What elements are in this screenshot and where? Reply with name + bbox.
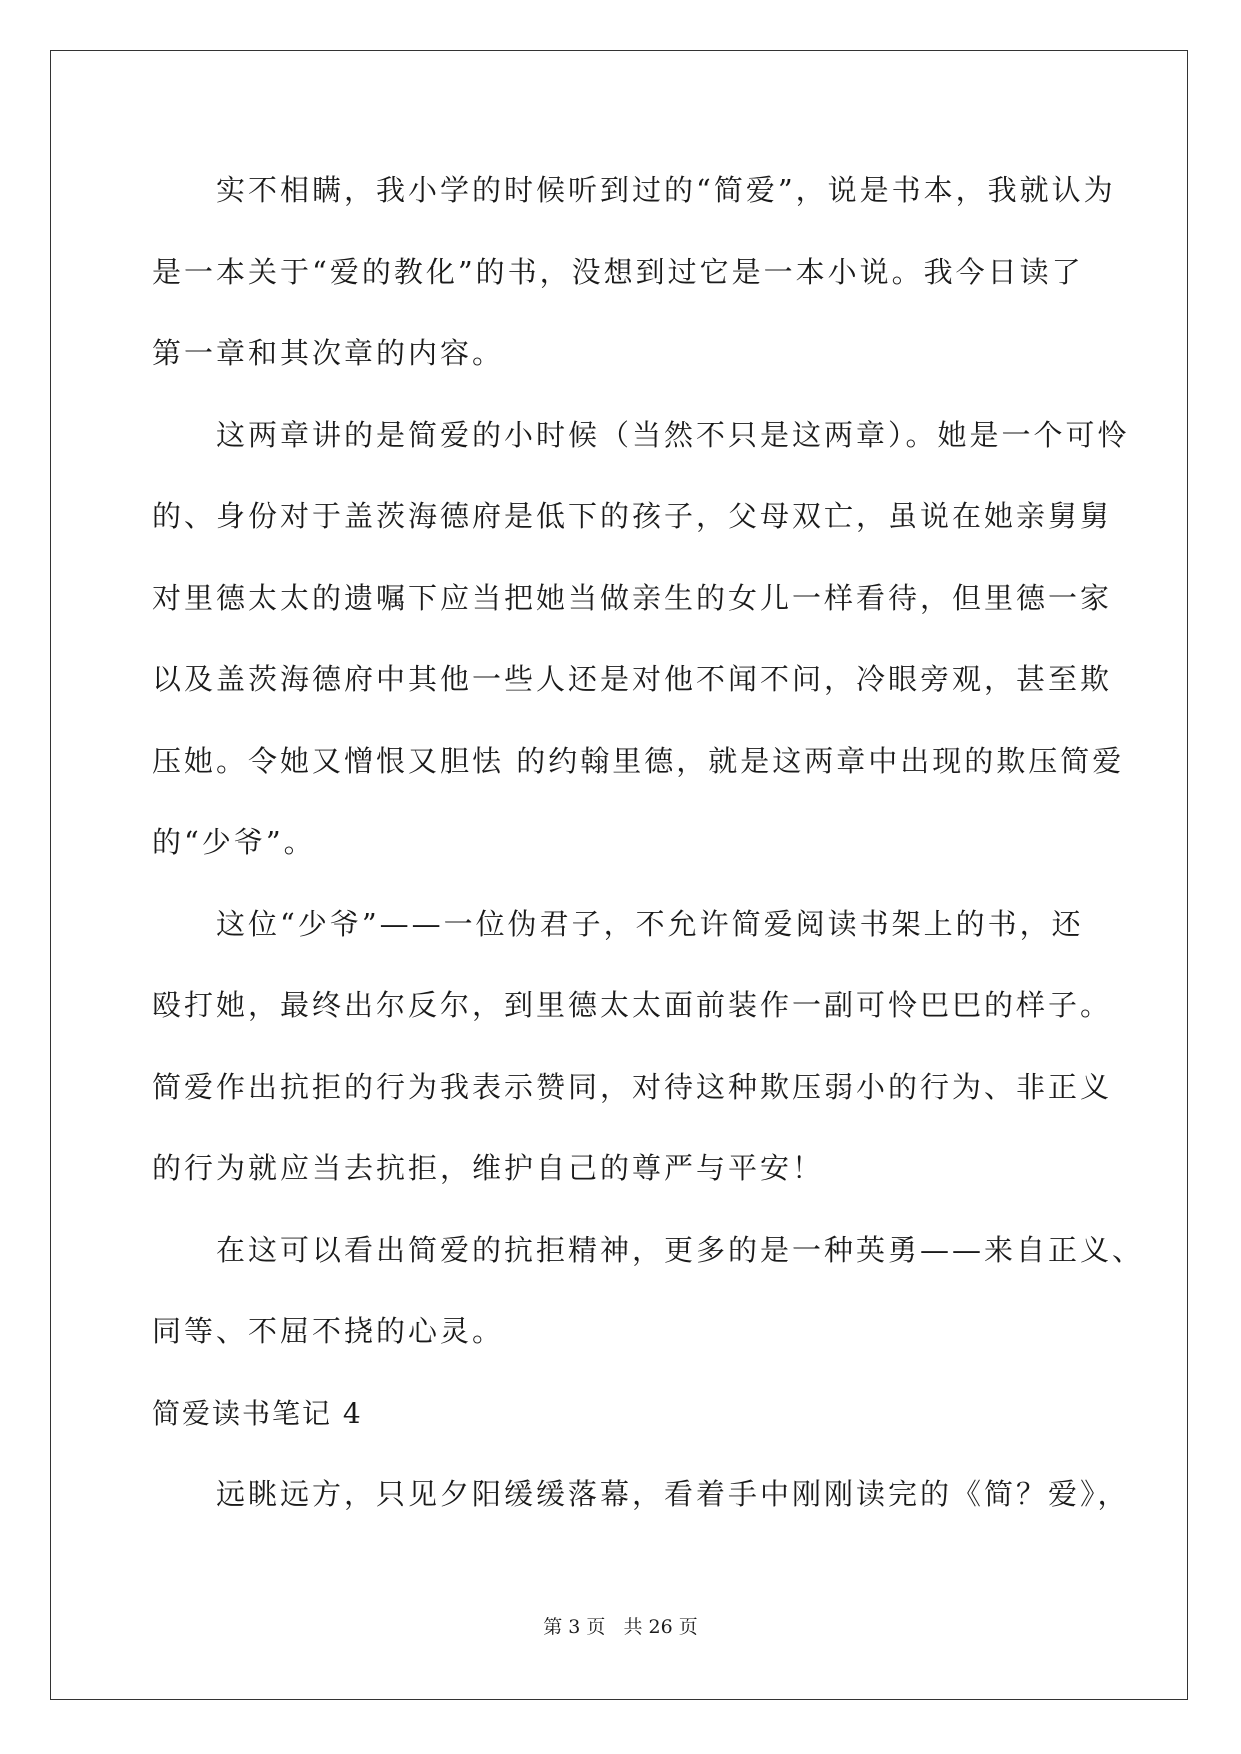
paragraph-2-line-4: 以及盖茨海德府中其他一些人还是对他不闻不问，冷眼旁观，甚至欺	[152, 662, 1113, 696]
paragraph-1-line-1: 实不相瞒，我小学的时候听到过的“简爱”，说是书本，我就认为	[216, 173, 1116, 207]
paragraph-2-line-6: 的“少爷”。	[152, 825, 316, 859]
paragraph-4-line-1: 在这可以看出简爱的抗拒精神，更多的是一种英勇——来自正义、	[216, 1232, 1145, 1267]
paragraph-2-line-3: 对里德太太的遗嘱下应当把她当做亲生的女儿一样看待，但里德一家	[152, 580, 1113, 615]
paragraph-3-line-1: 这位“少爷”——一位伪君子，不允许简爱阅读书架上的书，还	[216, 906, 1084, 941]
page-number: 第 3 页	[543, 1616, 606, 1638]
paragraph-3-line-2: 殴打她，最终出尔反尔，到里德太太面前装作一副可怜巴巴的样子。	[152, 988, 1113, 1022]
paragraph-2-line-2: 的、身份对于盖茨海德府是低下的孩子，父母双亡，虽说在她亲舅舅	[152, 499, 1113, 533]
paragraph-2-line-5: 压她。令她又憎恨又胆怯 的约翰里德，就是这两章中出现的欺压简爱	[152, 743, 1125, 778]
paragraph-2-line-1: 这两章讲的是简爱的小时候（当然不只是这两章）。她是一个可怜	[216, 417, 1130, 452]
paragraph-5-line-1: 远眺远方，只见夕阳缓缓落幕，看着手中刚刚读完的《简？爱》，	[216, 1477, 1130, 1511]
total-pages: 共 26 页	[623, 1616, 698, 1638]
paragraph-4-line-2: 同等、不屈不挠的心灵。	[152, 1314, 505, 1348]
paragraph-1-line-3: 第一章和其次章的内容。	[152, 336, 505, 370]
page-footer	[0, 1612, 1241, 1639]
paragraph-3-line-4: 的行为就应当去抗拒，维护自己的尊严与平安！	[152, 1151, 825, 1185]
section-heading: 简爱读书笔记 4	[152, 1396, 363, 1430]
paragraph-3-line-3: 简爱作出抗拒的行为我表示赞同，对待这种欺压弱小的行为、非正义	[152, 1069, 1113, 1104]
document-body	[152, 150, 1145, 1536]
paragraph-1-line-2: 是一本关于“爱的教化”的书，没想到过它是一本小说。我今日读了	[152, 254, 1084, 289]
